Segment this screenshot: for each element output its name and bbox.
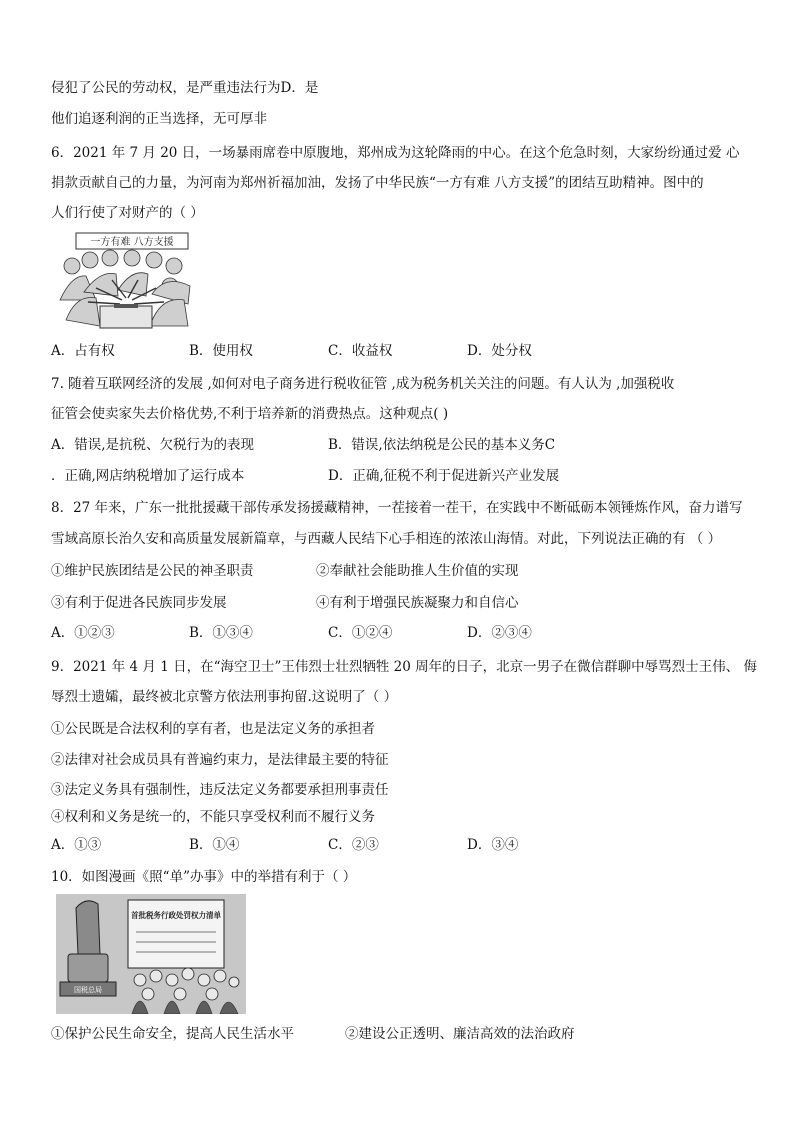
donation-cartoon-drawing <box>56 230 194 332</box>
question-6-text: 人们行使了对财产的（ ） <box>51 205 204 221</box>
q8-option-d[interactable]: D．②③④ <box>467 625 532 641</box>
q7-option-b[interactable]: B．错误,依法纳税是公民的基本义务C <box>328 437 556 453</box>
question-9-text: 辱烈士遗孀，最终被北京警方依法刑事拘留.这说明了（ ） <box>51 689 398 705</box>
checklist-cartoon <box>56 894 246 1014</box>
q7-option-a[interactable]: A．错误,是抗税、欠税行为的表现 <box>51 437 255 453</box>
q8-option-c[interactable]: C．①②④ <box>328 625 393 641</box>
q6-option-d[interactable]: D．处分权 <box>467 343 532 359</box>
q9-statement-4: ④权利和义务是统一的，不能只享受权利而不履行义务 <box>51 809 375 825</box>
q9-statement-3: ③法定义务具有强制性，违反法定义务都要承担刑事责任 <box>51 782 389 798</box>
q8-statement-2: ②奉献社会能助推人生价值的实现 <box>316 563 519 579</box>
q7-option-c[interactable]: ．正确,网店纳税增加了运行成本 <box>51 468 245 484</box>
q9-option-c[interactable]: C．②③ <box>328 837 379 853</box>
text-line: 侵犯了公民的劳动权，是严重违法行为D．是 <box>51 80 319 96</box>
q8-statement-3: ③有利于促进各民族同步发展 <box>51 595 227 611</box>
checklist-cartoon-drawing <box>56 894 246 1014</box>
q8-statement-4: ④有利于增强民族凝聚力和自信心 <box>316 595 519 611</box>
question-6-text: 6．2021 年 7 月 20 日，一场暴雨席卷中原腹地，郑州成为这轮降雨的中心。在这个危急时刻，大家纷纷通过爱 心 <box>51 145 740 161</box>
stamp-text: 国税总局 <box>74 986 102 994</box>
cartoon-banner-text: 一方有难 八方支援 <box>90 237 174 248</box>
q6-option-c[interactable]: C．收益权 <box>328 343 393 359</box>
question-8-text: 8．27 年来，广东一批批援藏干部传承发扬援藏精神，一茬接着一茬干，在实践中不断砥砺本领锤炼作风，奋力谱写 <box>51 500 743 516</box>
q9-option-a[interactable]: A．①③ <box>51 837 102 853</box>
q9-option-b[interactable]: B．①④ <box>189 837 240 853</box>
q7-option-d[interactable]: D．正确,征税不利于促进新兴产业发展 <box>328 468 560 484</box>
donation-cartoon <box>56 230 194 332</box>
q9-statement-2: ②法律对社会成员具有普遍约束力，是法律最主要的特征 <box>51 752 389 768</box>
question-10-text: 10．如图漫画《照“单”办事》中的举措有利于（ ） <box>51 869 357 885</box>
q6-option-a[interactable]: A．占有权 <box>51 343 115 359</box>
text-line: 他们追逐利润的正当选择，无可厚非 <box>51 111 267 127</box>
q8-option-b[interactable]: B．①③④ <box>189 625 253 641</box>
question-9-text: 9．2021 年 4 月 1 日，在“海空卫士”王伟烈士壮烈牺牲 20 周年的日子，北京一男子在微信群聊中辱骂烈士王伟、 侮 <box>51 659 757 675</box>
q10-statement-2: ②建设公正透明、廉洁高效的法治政府 <box>345 1026 575 1042</box>
checklist-sign-text: 首批税务行政处罚权力清单 <box>131 911 227 920</box>
question-6-text: 捐款贡献自己的力量，为河南为郑州祈福加油，发扬了中华民族“一方有难 八方支援”的团结互助精神。图中的 <box>51 175 704 191</box>
question-7-text: 征管会使卖家失去价格优势,不利于培养新的消费热点。这种观点( ) <box>51 406 449 422</box>
q8-statement-1: ①维护民族团结是公民的神圣职责 <box>51 563 254 579</box>
q8-option-a[interactable]: A．①②③ <box>51 625 115 641</box>
question-8-text: 雪域高原长治久安和高质量发展新篇章，与西藏人民结下心手相连的浓浓山海情。对此，下列说法正确的有 （ ） <box>51 531 722 547</box>
q9-statement-1: ①公民既是合法权利的享有者，也是法定义务的承担者 <box>51 721 375 737</box>
q6-option-b[interactable]: B．使用权 <box>189 343 253 359</box>
question-7-text: 7. 随着互联网经济的发展 ,如何对电子商务进行税收征管 ,成为税务机关关注的问题。有人认为 ,加强税收 <box>51 376 675 392</box>
q9-option-d[interactable]: D．③④ <box>467 837 519 853</box>
q10-statement-1: ①保护公民生命安全，提高人民生活水平 <box>51 1026 294 1042</box>
